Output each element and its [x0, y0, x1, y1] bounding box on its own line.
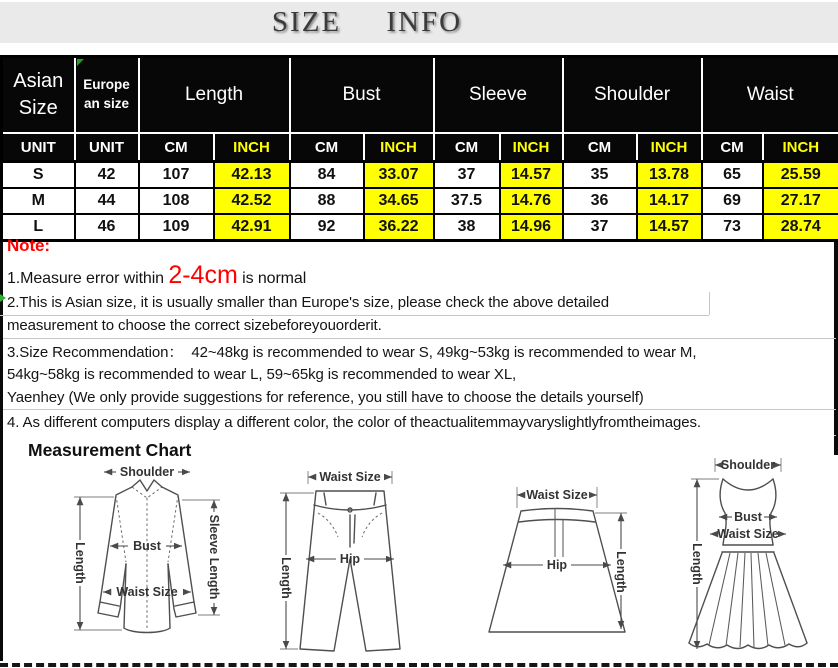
pants-waist-label: Waist Size	[319, 470, 381, 484]
cell-waist-cm: 65	[702, 162, 763, 189]
cell-length-cm: 107	[139, 162, 214, 189]
cell-shoulder-inch: 14.17	[637, 188, 702, 214]
waist-inch-header: INCH	[763, 133, 838, 162]
bottom-dashed-border	[0, 663, 838, 667]
unit-header-row	[2, 133, 838, 162]
sleeve-cm-header: CM	[434, 133, 500, 162]
col-header-bust: Bust	[290, 57, 434, 134]
cell-sleeve-inch: 14.76	[500, 188, 563, 214]
pants-length-label: Length	[279, 557, 293, 599]
note-3-line-3: Yaenhey (We only provide suggestions for reference, you still have to choose the details yourself)	[3, 386, 836, 410]
pants-length-measure	[279, 493, 314, 649]
shoulder-inch-header: INCH	[637, 133, 702, 162]
notes-section	[3, 233, 836, 436]
cell-waist-cm: 73	[702, 214, 763, 241]
col-header-sleeve: Sleeve	[434, 57, 563, 134]
cell-sleeve-cm: 37	[434, 162, 500, 189]
skirt-length-measure	[595, 513, 628, 629]
skirt-length-label: Length	[614, 551, 628, 593]
shirt-length-label: Length	[73, 542, 87, 584]
skirt-hip-label: Hip	[546, 558, 568, 572]
dress-waist-measure	[710, 527, 786, 541]
cell-shoulder-inch: 14.57	[637, 214, 702, 241]
note-3-line-1: 3.Size Recommendation： 42~48kg is recommended to wear S, 49kg~53kg is recommended to wear M,	[7, 344, 697, 361]
pants-hip-label: Hip	[339, 552, 361, 566]
cell-shoulder-cm: 35	[563, 162, 637, 189]
col-header-waist: Waist	[702, 57, 838, 134]
cell-asian-size: L	[2, 214, 75, 241]
note-3-line-2: 54kg~58kg is recommended to wear L, 59~65kg is recommended to wear XL,	[7, 366, 517, 383]
cell-bust-inch: 36.22	[364, 214, 434, 241]
shirt-waist-measure	[103, 585, 191, 599]
shirt-shoulder-measure	[104, 465, 190, 479]
title-bar	[0, 2, 838, 43]
cell-asian-size: M	[2, 188, 75, 214]
pants-diagram	[258, 463, 443, 659]
sleeve-inch-header: INCH	[500, 133, 563, 162]
shirt-waist-label: Waist Size	[116, 585, 178, 599]
dress-shoulder-measure	[715, 458, 781, 472]
cell-euro-size: 42	[75, 162, 139, 189]
cell-euro-size: 44	[75, 188, 139, 214]
cell-asian-size: S	[2, 162, 75, 189]
cell-length-inch: 42.52	[214, 188, 290, 214]
cell-euro-size: 46	[75, 214, 139, 241]
col-header-shoulder: Shoulder	[563, 57, 702, 134]
measurement-chart-title: Measurement Chart	[28, 440, 192, 460]
dress-length-measure	[690, 479, 719, 649]
measurement-chart-section	[3, 435, 834, 662]
col-header-asian-size: Asian Size	[2, 57, 75, 134]
shirt-bust-label: Bust	[133, 539, 161, 553]
bust-inch-header: INCH	[364, 133, 434, 162]
note-1-prefix: 1.Measure error within	[7, 270, 169, 287]
note-1-suffix: is normal	[237, 270, 307, 287]
length-inch-header: INCH	[214, 133, 290, 162]
cell-sleeve-inch: 14.57	[500, 162, 563, 189]
cell-shoulder-cm: 37	[563, 214, 637, 241]
note-2-line-1: 2.This is Asian size, it is usually smaller than Europe's size, please check the above detailed	[3, 292, 836, 315]
dress-diagram	[661, 453, 838, 660]
col-header-european-size	[75, 57, 139, 134]
european-size-label: Europe an size	[83, 77, 130, 111]
cell-waist-cm: 69	[702, 188, 763, 214]
cell-length-cm: 108	[139, 188, 214, 214]
dress-shoulder-label: Shoulder	[720, 458, 776, 472]
cell-waist-inch: 27.17	[763, 188, 838, 214]
table-header-row	[2, 57, 838, 134]
note-1	[3, 258, 836, 292]
skirt-hip-measure	[503, 558, 611, 572]
cell-length-cm: 109	[139, 214, 214, 241]
cell-waist-inch: 25.59	[763, 162, 838, 189]
note-1-highlight: 2-4cm	[168, 261, 238, 289]
cell-bust-cm: 88	[290, 188, 364, 214]
dress-length-label: Length	[690, 543, 704, 585]
cell-shoulder-inch: 13.78	[637, 162, 702, 189]
shirt-shoulder-label: Shoulder	[119, 465, 175, 479]
dress-outline	[689, 479, 807, 649]
shirt-length-measure	[73, 497, 122, 630]
cell-length-inch: 42.13	[214, 162, 290, 189]
unit-cell-asian: UNIT	[2, 133, 75, 162]
pants-outline	[300, 491, 400, 651]
size-table	[0, 55, 838, 242]
dress-bust-label: Bust	[734, 510, 762, 524]
size-row-s	[2, 162, 838, 189]
cell-bust-inch: 34.65	[364, 188, 434, 214]
shoulder-cm-header: CM	[563, 133, 637, 162]
skirt-waist-label: Waist Size	[526, 488, 588, 502]
cell-sleeve-cm: 38	[434, 214, 500, 241]
waist-cm-header: CM	[702, 133, 763, 162]
shirt-sleeve-length-label: Sleeve Length	[207, 514, 221, 600]
cell-shoulder-cm: 36	[563, 188, 637, 214]
unit-cell-european: UNIT	[75, 133, 139, 162]
size-row-m	[2, 188, 838, 214]
shirt-diagram	[48, 460, 248, 652]
bust-cm-header: CM	[290, 133, 364, 162]
skirt-center-guides	[555, 508, 563, 557]
dress-pleat-lines	[709, 553, 785, 647]
excel-corner-marker	[77, 59, 84, 66]
cell-bust-cm: 92	[290, 214, 364, 241]
cell-bust-cm: 84	[290, 162, 364, 189]
note-2-line-2: measurement to choose the correct sizebeforeyouorderit.	[3, 315, 836, 339]
skirt-waist-measure	[517, 487, 597, 508]
cell-length-inch: 42.91	[214, 214, 290, 241]
col-header-length: Length	[139, 57, 290, 134]
pants-hip-measure	[306, 552, 394, 566]
dress-bust-measure	[719, 510, 777, 524]
notes-heading: Note:	[7, 236, 50, 255]
cell-sleeve-inch: 14.96	[500, 214, 563, 241]
cell-bust-inch: 33.07	[364, 162, 434, 189]
cell-sleeve-cm: 37.5	[434, 188, 500, 214]
cell-waist-inch: 28.74	[763, 214, 838, 241]
page-title: SIZE INFO	[271, 6, 463, 38]
skirt-diagram	[465, 477, 660, 655]
dress-waist-label: Waist Size	[717, 527, 779, 541]
length-cm-header: CM	[139, 133, 214, 162]
pants-waist-measure	[308, 470, 392, 484]
note-4: 4. As different computers display a different color, the color of theactualitemmayvaryslightlyfromtheimages.	[3, 410, 836, 436]
